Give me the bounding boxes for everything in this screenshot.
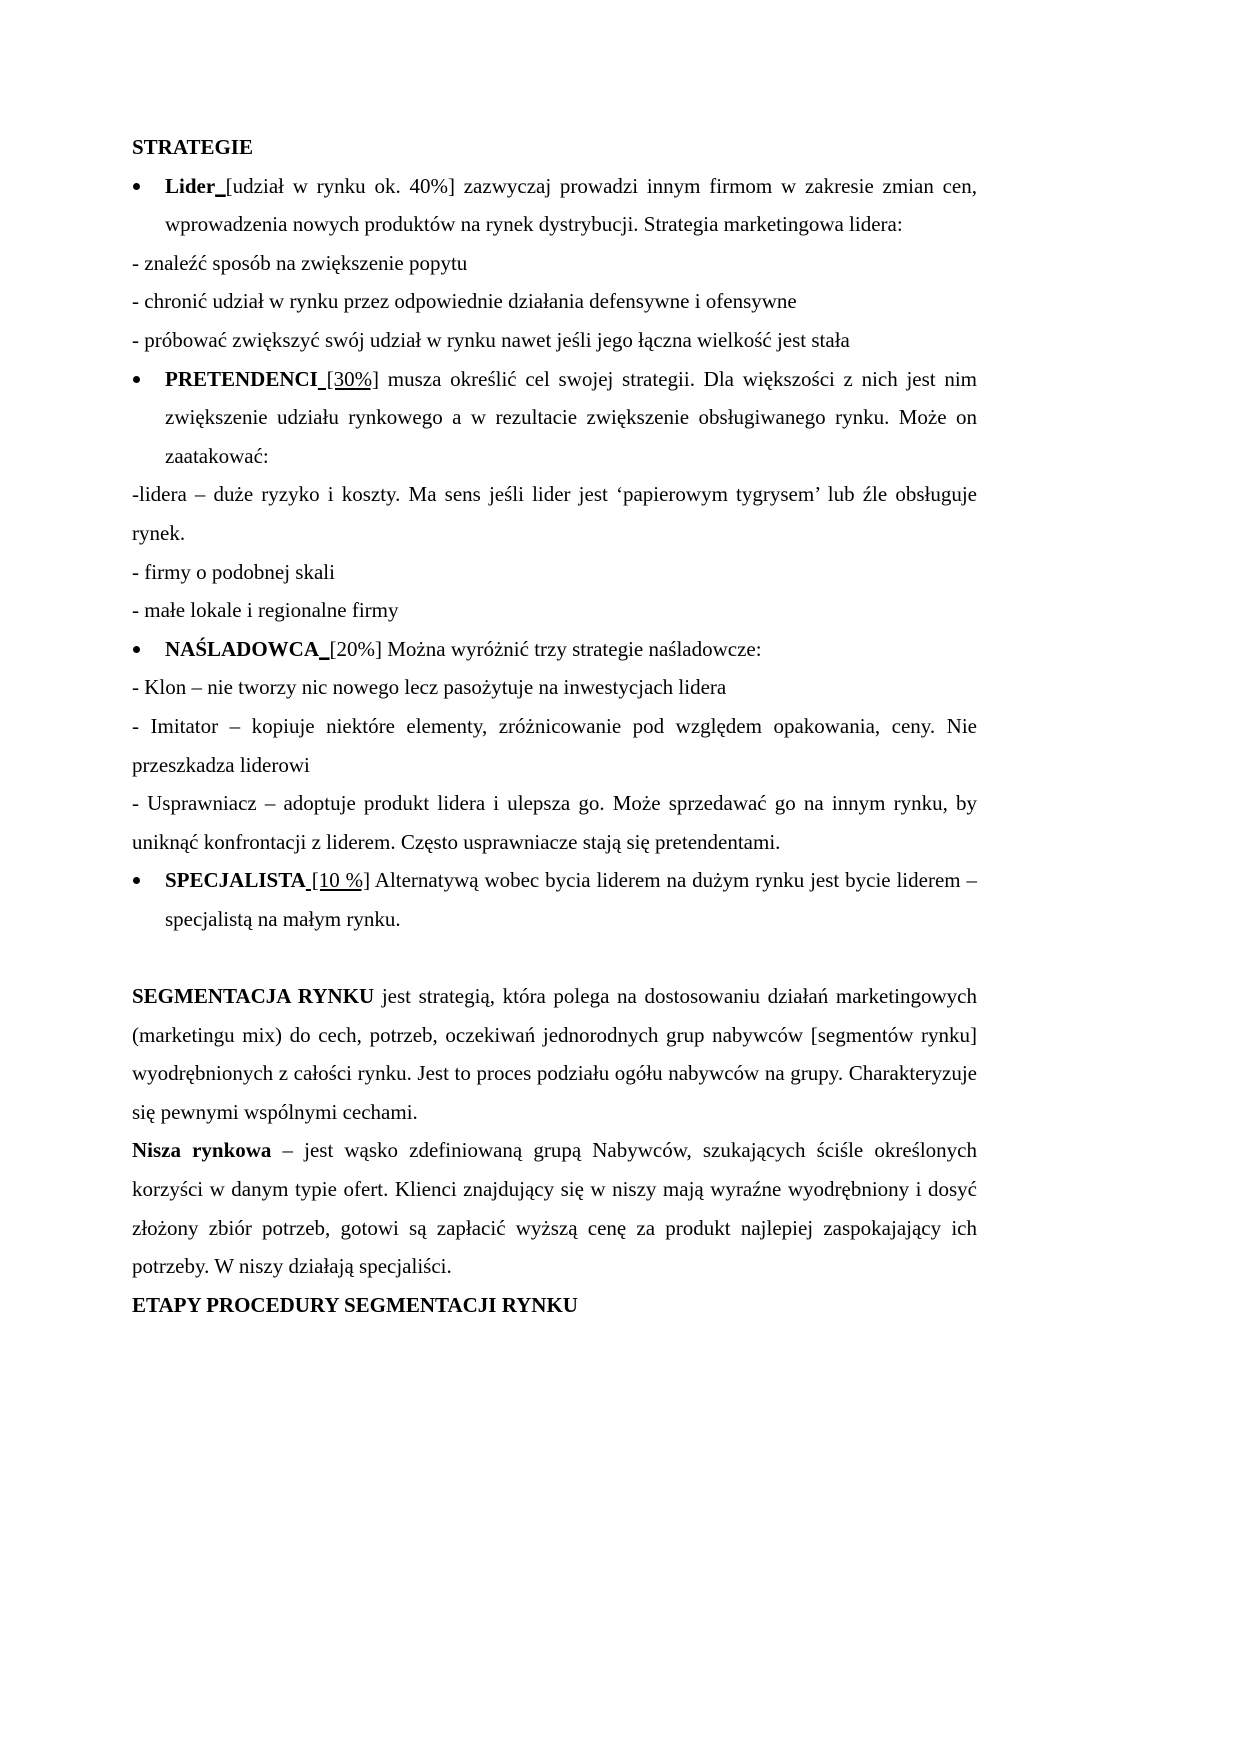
strategy-point: - próbować zwiększyć swój udział w rynku nawet jeśli jego łączna wielkość jest stała xyxy=(132,327,850,352)
strategy-text: Można wyróżnić trzy strategie naśladowcze: xyxy=(382,636,762,661)
strategy-share: [20%] xyxy=(329,636,382,661)
strategy-name: NAŚLADOWCA xyxy=(165,636,320,661)
strategy-share: [10 %] xyxy=(305,868,371,893)
strategy-text: musza określić cel swojej strategii. Dla większości z nich jest nim zwiększenie udziału rynkowego a w rezultacie zwiększenie obsługiwanego rynku. Może on zaatakować: xyxy=(165,366,978,468)
strategy-text: Alternatywą wobec bycia liderem na dużym rynku jest bycie liderem – specjalistą na małym rynku. xyxy=(165,868,977,931)
strategy-share: [udział w rynku ok. 40%] xyxy=(225,173,455,198)
strategy-point: - małe lokale i regionalne firmy xyxy=(132,598,399,623)
strategy-point: - Usprawniacz – adoptuje produkt lidera i ulepsza go. Może sprzedawać go na innym rynku, by uniknąć konfrontacji z liderem. Często usprawniacze stają się pretendentami. xyxy=(132,791,977,854)
strategy-item-lider xyxy=(132,167,977,244)
strategy-point: - firmy o podobnej skali xyxy=(132,559,335,584)
spacer xyxy=(132,938,977,977)
segmentation-paragraph xyxy=(132,977,977,1131)
strategy-name: PRETENDENCI xyxy=(165,366,318,391)
strategy-name: Lider xyxy=(165,173,216,198)
niche-text: – jest wąsko zdefiniowaną grupą Nabywców, szukających ściśle określonych korzyści w danym typie ofert. Klienci znajdujący się w niszy mają wyraźne wyodrębniony i dosyć złożony zbiór potrzeb, gotowi są zapłacić wyższą cenę za produkt najlepiej zaspokajający ich potrzeby. W niszy działają specjaliści. xyxy=(132,1138,977,1279)
strategy-point: - Imitator – kopiuje niektóre elementy, zróżnicowanie pod względem opakowania, ceny. Nie przeszkadza liderowi xyxy=(132,713,977,777)
strategy-point: - Klon – nie tworzy nic nowego lecz pasożytuje na inwestycjach lidera xyxy=(132,675,727,700)
section-heading: ETAPY PROCEDURY SEGMENTACJI RYNKU xyxy=(132,1292,578,1317)
strategy-text: zazwyczaj prowadzi innym firmom w zakresie zmian cen, wprowadzenia nowych produktów na rynek dystrybucji. Strategia marketingowa lidera: xyxy=(165,173,978,237)
strategy-name: SPECJALISTA xyxy=(165,868,306,893)
underscore-mark: _ xyxy=(215,173,226,198)
niche-paragraph xyxy=(132,1131,977,1285)
page-title: STRATEGIE xyxy=(132,135,253,159)
segmentation-term: SEGMENTACJA RYNKU xyxy=(132,984,375,1009)
strategy-item-pretendenci xyxy=(132,360,977,476)
segmentation-text: jest strategią, która polega na dostosowaniu działań marketingowych (marketingu mix) do cech, potrzeb, oczekiwań jednorodnych grup nabywców [segmentów rynku] wyodrębnionych z całości rynku. Jest to proces podziału ogółu nabywców na grupy. Charakteryzuje się pewnymi wspólnymi cechami. xyxy=(132,984,978,1124)
strategy-point: - chronić udział w rynku przez odpowiednie działania defensywne i ofensywne xyxy=(132,289,797,314)
strategy-point: - znaleźć sposób na zwiększenie popytu xyxy=(132,250,468,275)
document-page xyxy=(132,128,977,1324)
strategy-item-specjalista xyxy=(132,861,977,938)
strategy-share: [30%] xyxy=(317,366,380,391)
underscore-mark: _ xyxy=(319,636,330,661)
niche-term: Nisza rynkowa xyxy=(132,1138,272,1163)
strategy-point: -lidera – duże ryzyko i koszty. Ma sens jeśli lider jest ‘papierowym tygrysem’ lub źle obsługuje rynek. xyxy=(132,482,977,545)
strategy-item-nasladowca xyxy=(132,630,977,669)
